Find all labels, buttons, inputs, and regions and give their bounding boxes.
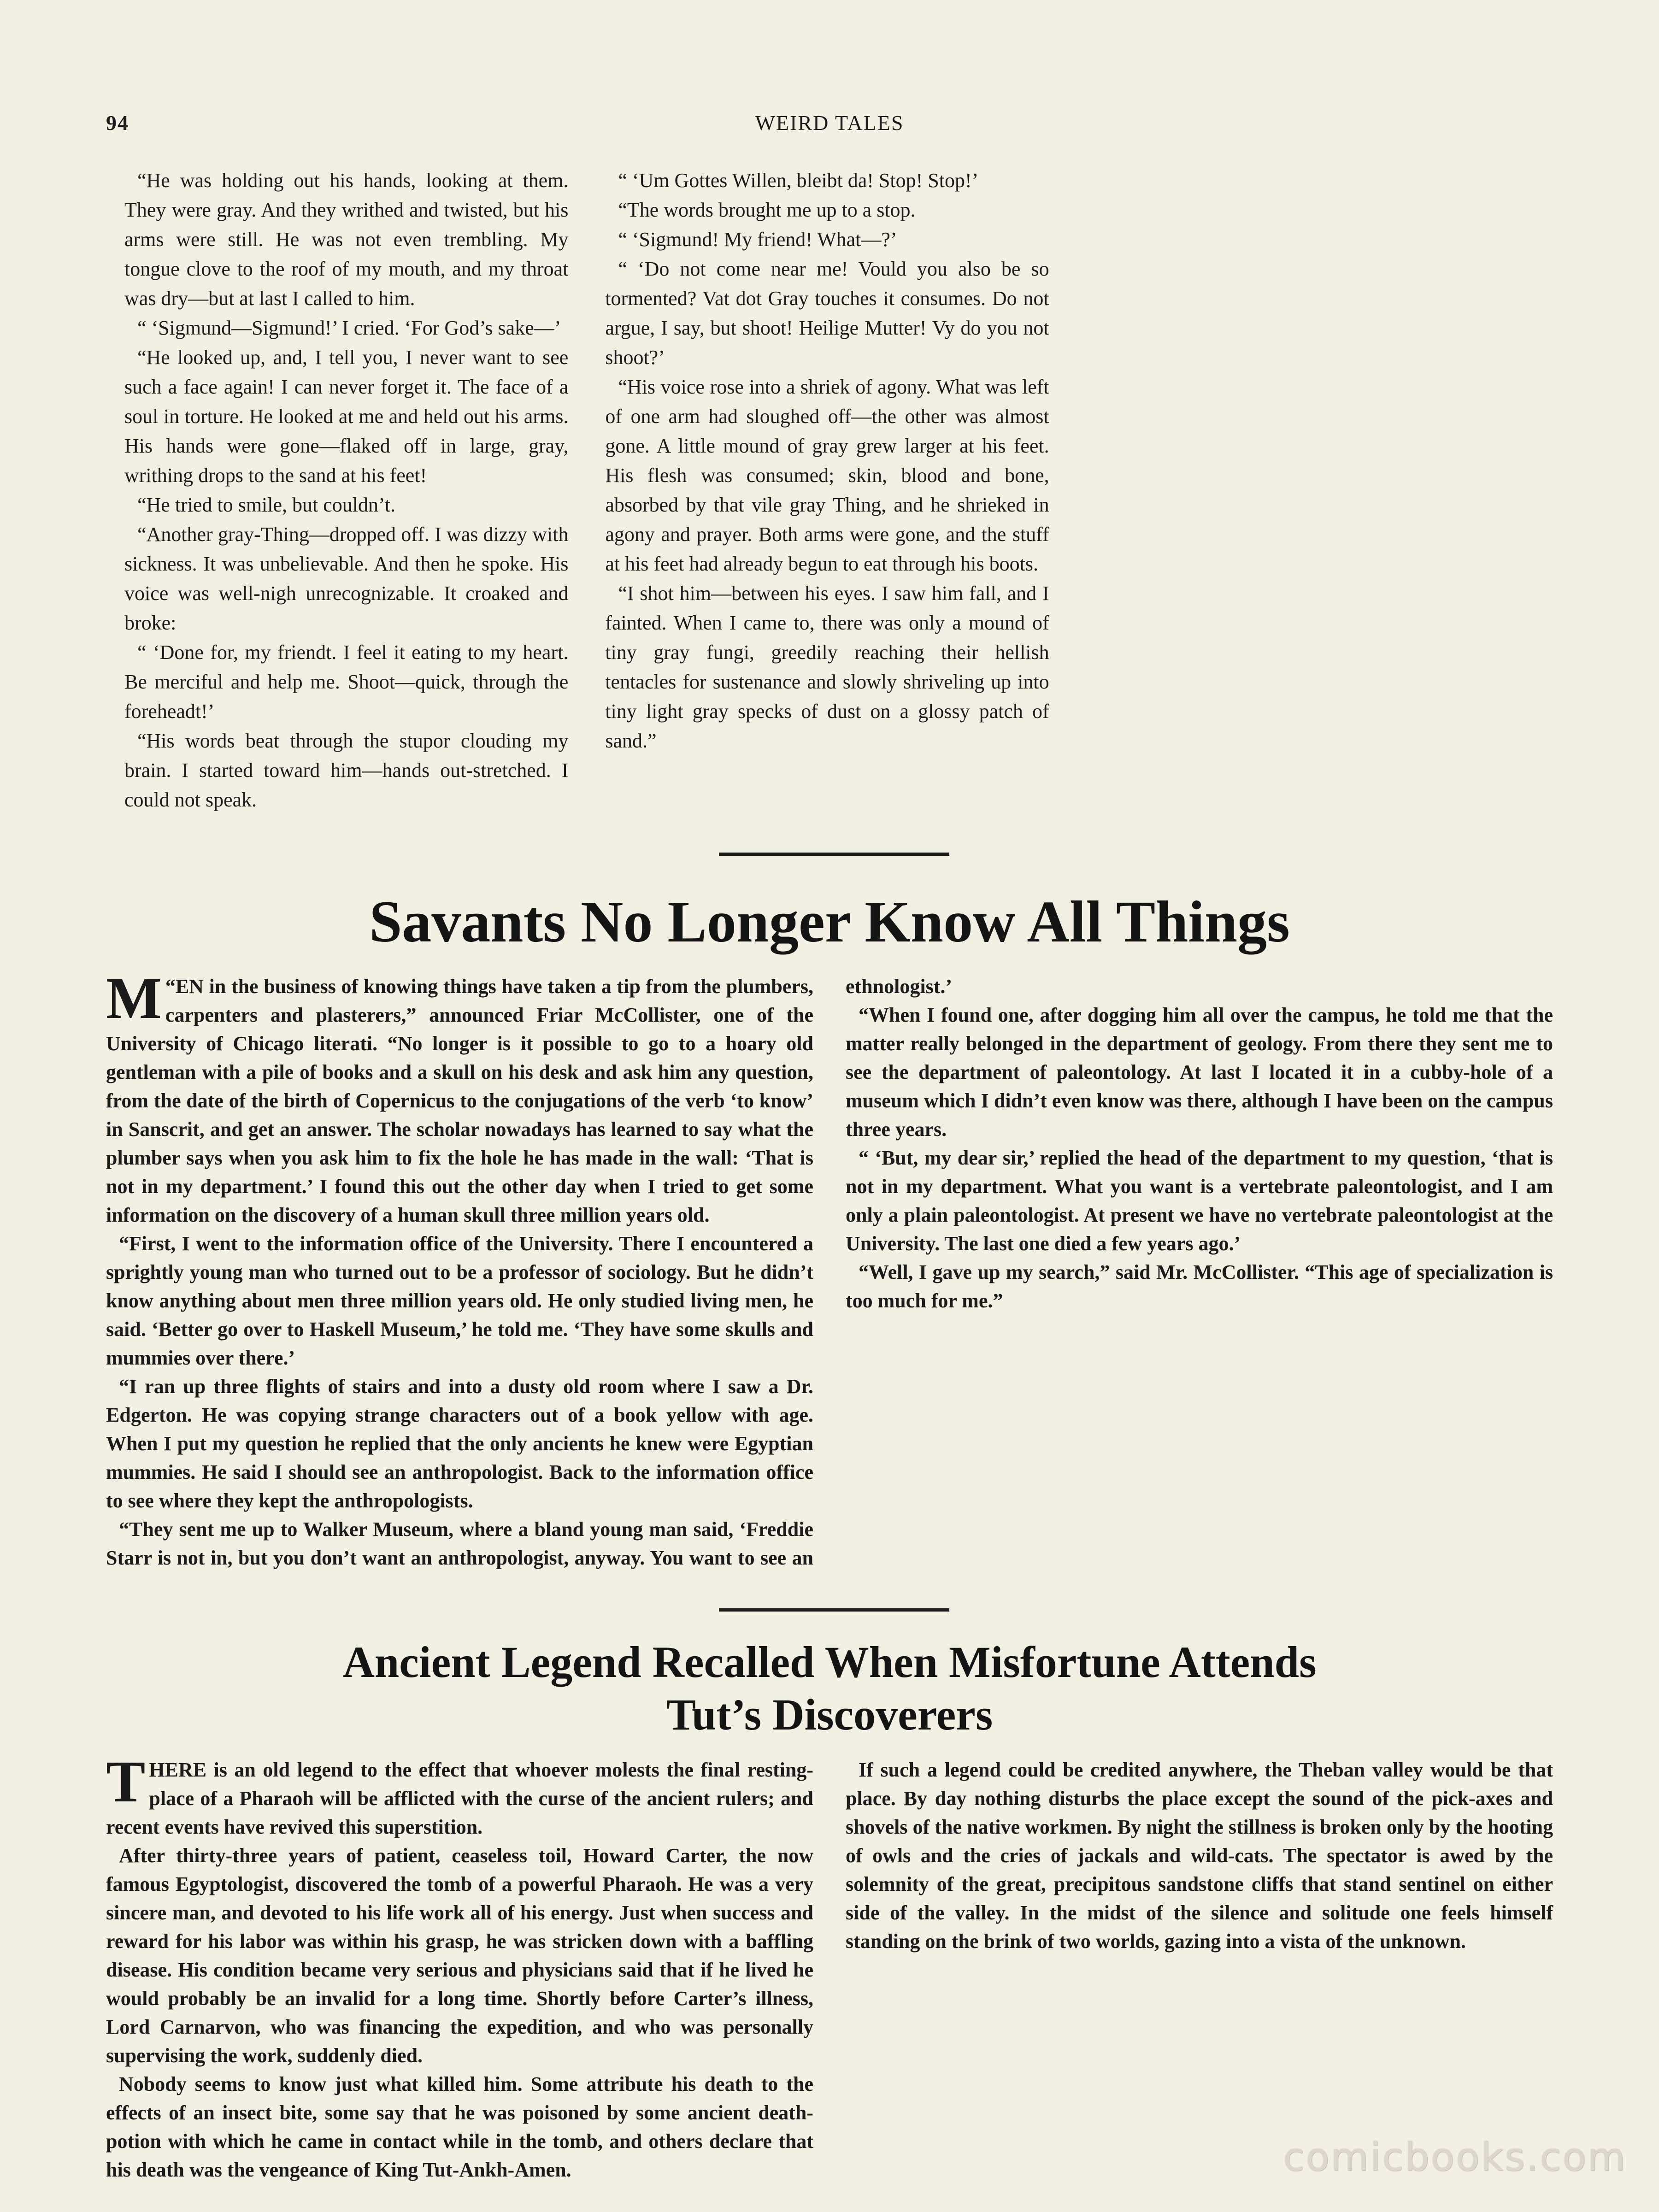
article-lead-paragraph	[106, 965, 813, 1230]
story-paragraph: “Another gray-Thing—dropped off. I was dizzy with sickness. It was unbelievable. And then he spoke. His voice was well-nigh unrecognizable. It croaked and broke:	[124, 523, 569, 634]
article-paragraph: “ ‘But, my dear sir,’ replied the head of the department to my question, ‘that is not in my department. What you want is a vertebrate paleontologist, and I am only a plain paleontologist. At present we have no vertebrate paleontologist at the University. The last one died a few years ago.’	[846, 1147, 1553, 1255]
section-divider	[719, 1608, 949, 1612]
article-paragraph: “They sent me up to Walker Museum, where a bland young man said, ‘Freddie Starr is not in, but you don’t want an anthropologist, anyway. You want to see an ethnologist.’	[106, 975, 952, 1569]
article-title-line: Ancient Legend Recalled When Misfortune Attends	[342, 1637, 1317, 1687]
article-title: Savants No Longer Know All Things	[369, 889, 1290, 954]
story-paragraph: “He tried to smile, but couldn’t.	[137, 494, 396, 516]
story-continuation	[124, 166, 1530, 839]
story-paragraph: “ ‘Sigmund! My friend! What—?’	[618, 228, 897, 251]
story-paragraph: “ ‘Sigmund—Sigmund!’ I cried. ‘For God’s sake—’	[137, 317, 561, 339]
article-paragraph: “When I found one, after dogging him all over the campus, he told me that the matter really belonged in the department of geology. From there they sent me to see the department of paleontology. At last I located it in a cubby-hole of a museum which I didn’t even know was there, although I have been on the campus three years.	[846, 1004, 1553, 1141]
drop-cap: M	[106, 965, 162, 1031]
story-paragraph: “ ‘Um Gottes Willen, bleibt da! Stop! Stop!’	[618, 169, 979, 192]
story-paragraph: “He looked up, and, I tell you, I never want to see such a face again! I can never forget it. The face of a soul in torture. He looked at me and held out his arms. His hands were gone—flaked off in large, gray, writhing drops to the sand at his feet!	[124, 346, 569, 487]
section-divider	[719, 853, 949, 856]
story-paragraph: “He was holding out his hands, looking at them. They were gray. And they writhed and twisted, but his arms were still. He was not even trembling. My tongue clove to the roof of my mouth, and my throat was dry—but at last I called to him.	[124, 169, 569, 310]
drop-cap: T	[106, 1749, 146, 1814]
article-paragraph: Nobody seems to know just what killed him. Some attribute his death to the effects of an insect bite, some say that he was poisoned by some ancient death-potion with which he came in contact while in the tomb, and others declare that his death was the vengeance of King Tut-Ankh-Amen.	[106, 2073, 813, 2181]
article-paragraph: “Well, I gave up my search,” said Mr. McCollister. “This age of specialization is too much for me.”	[846, 1261, 1553, 1312]
lead-text: EN in the business of knowing things have taken a tip from the plumbers, carpenters and plasterers,” announced Friar McCollister, one of the University of Chicago literati. “No longer is it possible to go to a hoary old gentleman with a pile of books and a skull on his desk and ask him any question, from the date of the birth of Copernicus to the conjugations of the verb ‘to know’ in Sanscrit, and get an answer. The scholar nowadays has learned to say what the plumber says when you ask him to fix the hole he has made in the wall: ‘That is not in my department.’ I found this out the other day when I tried to get some information on the discovery of a human skull three million years old.	[106, 975, 813, 1226]
lead-text: HERE is an old legend to the effect that whoever molests the final resting-place of a Pharaoh will be afflicted with the curse of the ancient rulers; and recent events have revived this superstition.	[106, 1759, 813, 1838]
article-paragraph: “First, I went to the information office of the University. There I encountered a sprightly young man who turned out to be a professor of sociology. But he didn’t know anything about men three million years old. He only studied living men, he said. ‘Better go over to Haskell Museum,’ he told me. ‘They have some skulls and mummies over there.’	[106, 1232, 813, 1369]
lead-quote: “	[165, 975, 176, 998]
site-watermark: comicbooks.com	[1283, 2135, 1627, 2180]
story-paragraph: “ ‘Done for, my friendt. I feel it eating to my heart. Be merciful and help me. Shoot—quick, through the foreheadt!’	[124, 641, 569, 723]
story-paragraph: “The words brought me up to a stop.	[618, 199, 916, 221]
article-paragraph: “I ran up three flights of stairs and into a dusty old room where I saw a Dr. Edgerton. He was copying strange characters out of a book yellow with age. When I put my question he replied that the only ancients he knew were Egyptian mummies. He said I should see an anthropologist. Back to the information office to see where they kept the anthropologists.	[106, 1375, 813, 1512]
article-savants	[106, 965, 1553, 1590]
story-paragraph: “His voice rose into a shriek of agony. What was left of one arm had sloughed off—the other was almost gone. A little mound of gray grew larger at his feet. His flesh was consumed; skin, blood and bone, absorbed by that vile gray Thing, and he shrieked in agony and prayer. Both arms were gone, and the stuff at his feet had already begun to eat through his boots.	[605, 376, 1049, 575]
article-title-line: Tut’s Discoverers	[666, 1690, 993, 1739]
story-paragraph: “I shot him—between his eyes. I saw him fall, and I fainted. When I came to, there was only a mound of tiny gray fungi, greedily reaching their hellish tentacles for sustenance and slowly shriveling up into tiny light gray specks of dust on a glossy patch of sand.”	[605, 582, 1049, 752]
story-paragraph: “His words beat through the stupor clouding my brain. I started toward him—hands out-stretched. I could not speak.	[124, 729, 569, 811]
article-paragraph: If such a legend could be credited anywhere, the Theban valley would be that place. By day nothing disturbs the place except the sound of the pick-axes and shovels of the native workmen. By night the stillness is broken only by the hooting of owls and the cries of jackals and wild-cats. The spectator is awed by the solemnity of the great, precipitous sandstone cliffs that stand sentinel on either side of the valley. In the midst of the silence and solitude one feels himself standing on the brink of two worlds, gazing into a vista of the unknown.	[846, 1759, 1553, 1953]
article-tut-legend	[106, 1749, 1553, 2198]
page-number: 94	[106, 111, 129, 135]
story-paragraph: “ ‘Do not come near me! Vould you also be so tormented? Vat dot Gray touches it consumes. Do not argue, I say, but shoot! Heilige Mutter! Vy do you not shoot?’	[605, 258, 1049, 369]
article-title	[106, 1636, 1553, 1741]
article-paragraph: After thirty-three years of patient, ceaseless toil, Howard Carter, the now famous Egyptologist, discovered the tomb of a powerful Pharaoh. He was a very sincere man, and devoted to his life work all of his energy. Just when success and reward for his labor was within his grasp, he was stricken down with a baffling disease. His condition became very serious and physicians said that if he lived he would probably be an invalid for a long time. Shortly before Carter’s illness, Lord Carnarvon, who was financing the expedition, and who was personally supervising the work, suddenly died.	[106, 1844, 813, 2067]
running-title: WEIRD TALES	[755, 111, 904, 135]
article-lead-paragraph	[106, 1749, 813, 1841]
page-header	[106, 106, 1553, 147]
